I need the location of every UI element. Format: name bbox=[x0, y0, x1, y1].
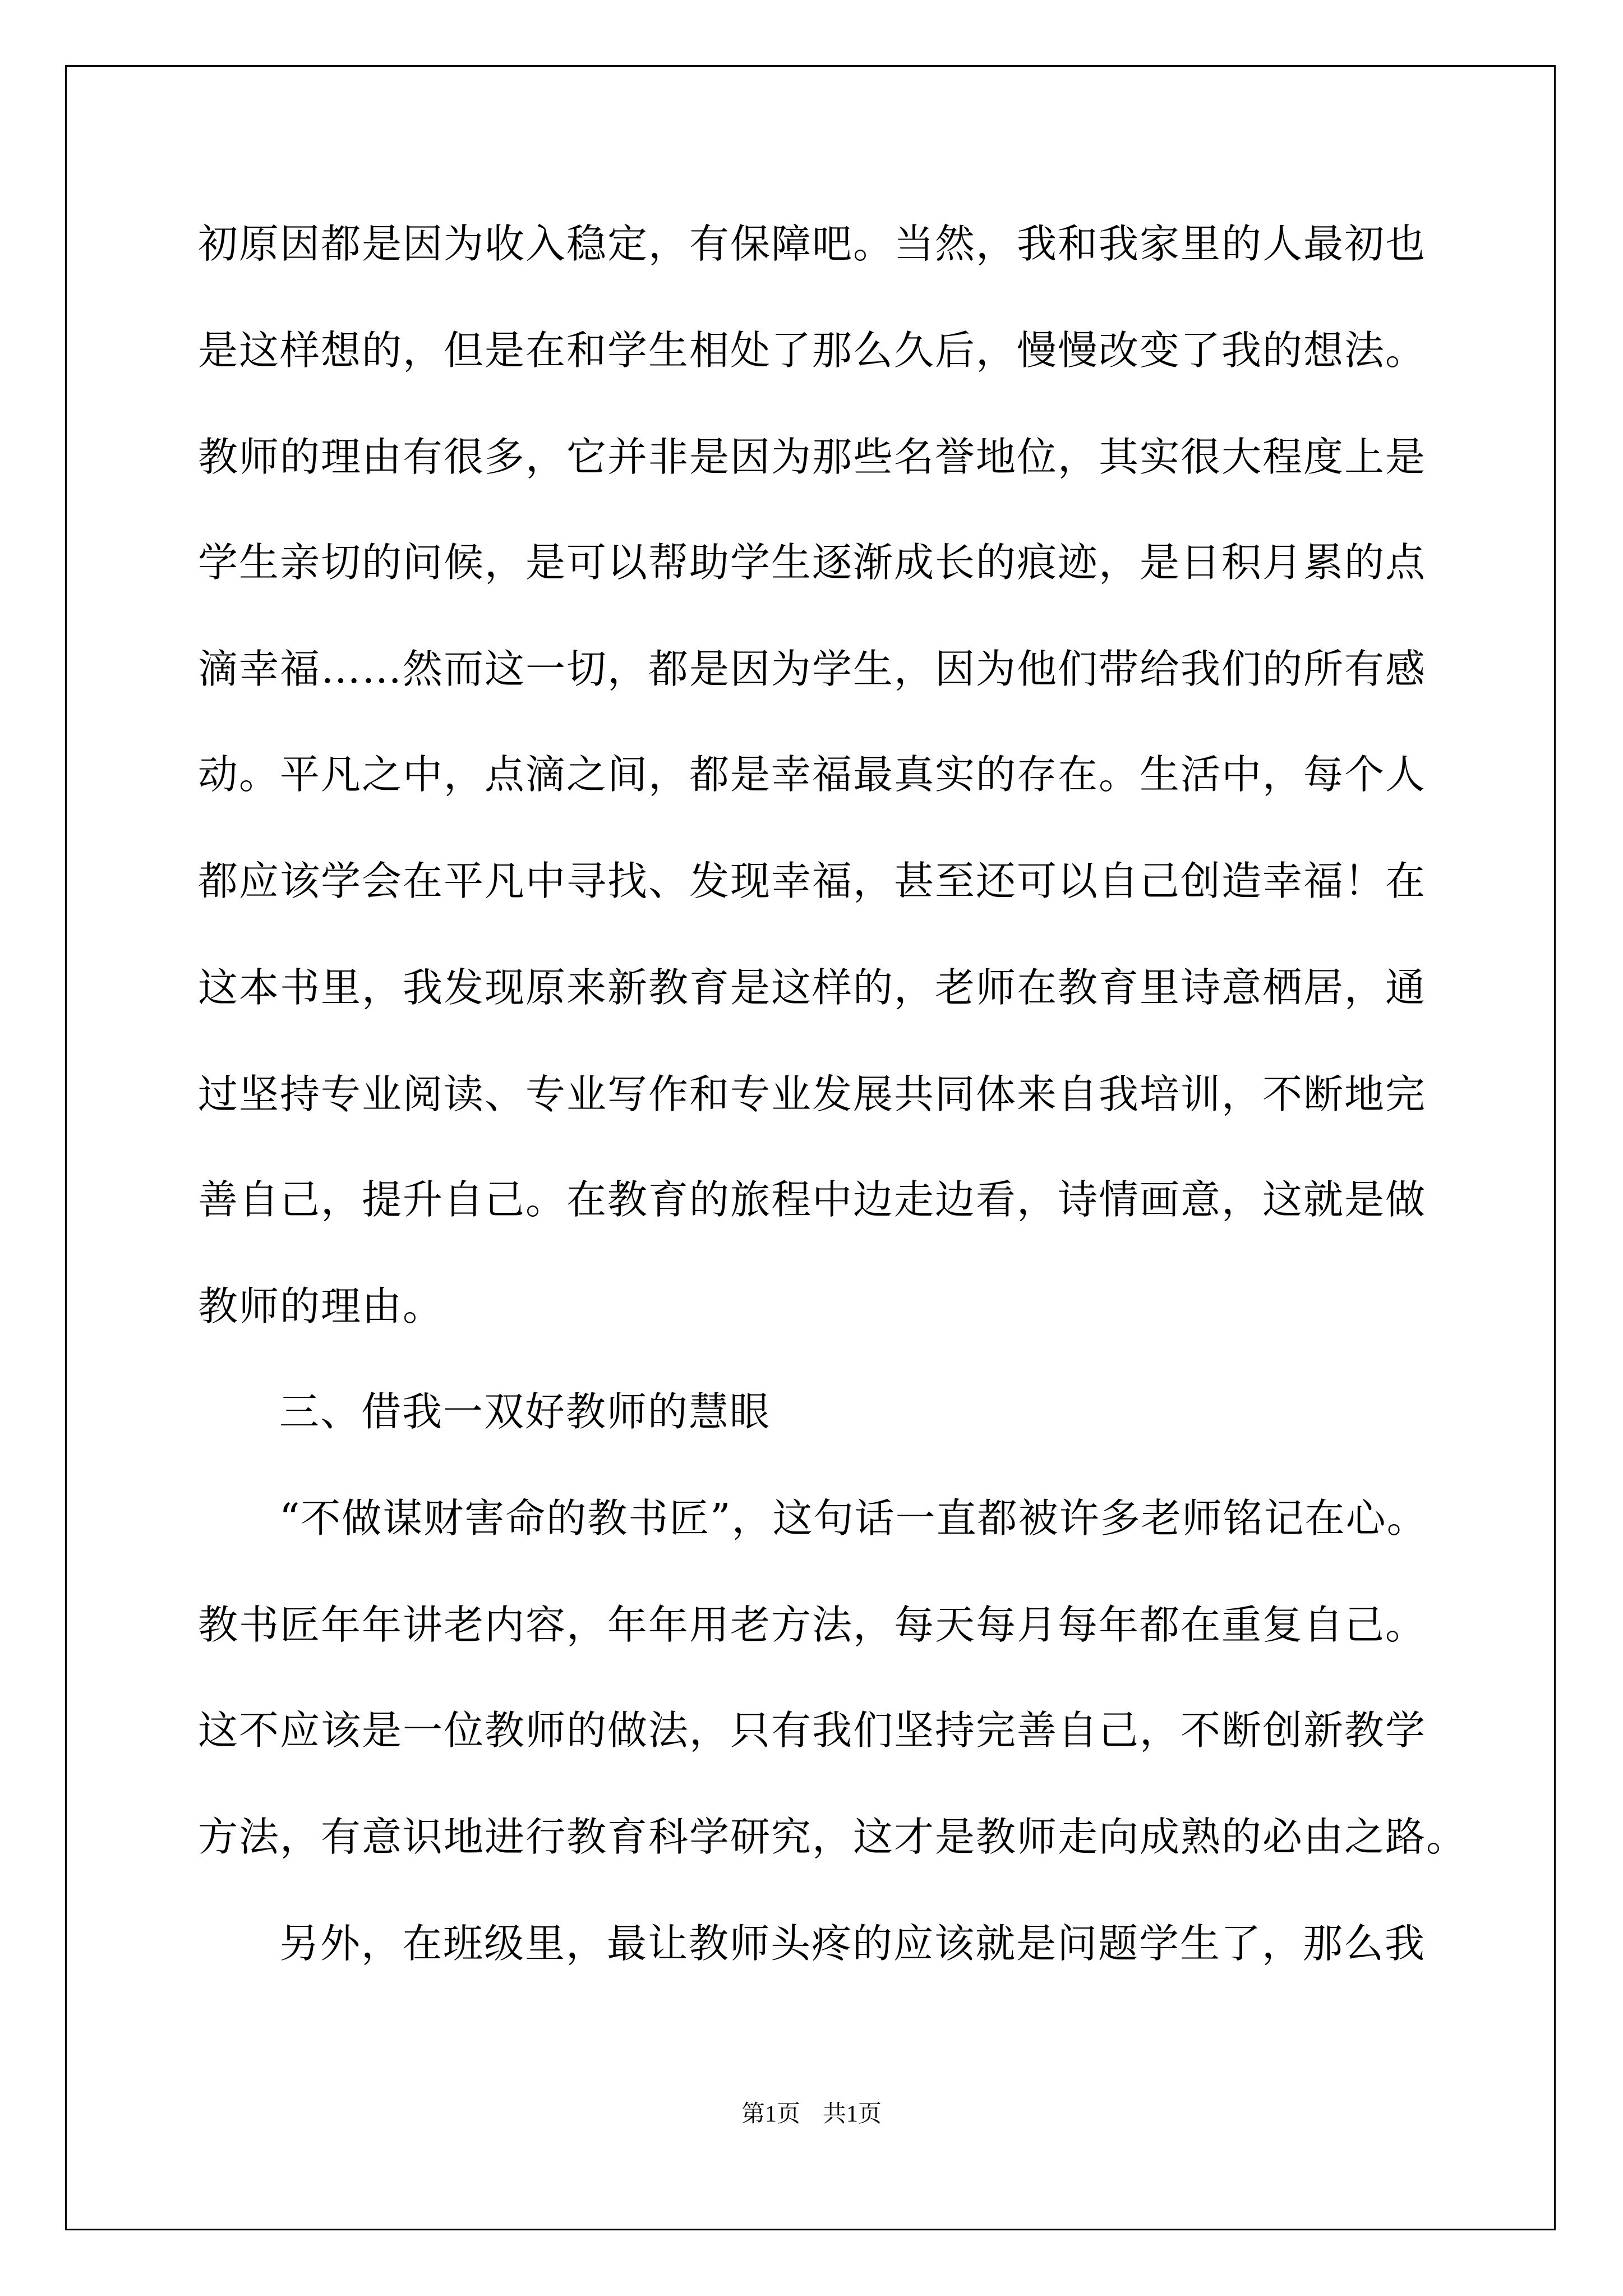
page-border bbox=[65, 65, 1556, 2230]
text-line: 都应该学会在平凡中寻找、发现幸福，甚至还可以自己创造幸福！在 bbox=[198, 858, 1427, 904]
section-heading: 三、借我一双好教师的慧眼 bbox=[279, 1388, 771, 1435]
text-line: 教师的理由有很多，它并非是因为那些名誉地位，其实很大程度上是 bbox=[198, 434, 1427, 480]
text-line: 滴幸福……然而这一切，都是因为学生，因为他们带给我们的所有感 bbox=[198, 646, 1427, 692]
text-line: 动。平凡之中，点滴之间，都是幸福最真实的存在。生活中，每个人 bbox=[198, 751, 1427, 798]
text-line: 教书匠年年讲老内容，年年用老方法，每天每月每年都在重复自己。 bbox=[198, 1602, 1427, 1648]
page-number: 第1页 bbox=[741, 2101, 800, 2127]
text-line: 初原因都是因为收入稳定，有保障吧。当然，我和我家里的人最初也 bbox=[198, 220, 1427, 267]
text-line: 这本书里，我发现原来新教育是这样的，老师在教育里诗意栖居，通 bbox=[198, 964, 1427, 1011]
text-line: 这不应该是一位教师的做法，只有我们坚持完善自己，不断创新教学 bbox=[198, 1707, 1427, 1754]
text-line: 善自己，提升自己。在教育的旅程中边走边看，诗情画意，这就是做 bbox=[198, 1176, 1427, 1223]
text-line: 方法，有意识地进行教育科学研究，这才是教师走向成熟的必由之路。 bbox=[198, 1814, 1468, 1860]
text-line: 是这样想的，但是在和学生相处了那么久后，慢慢改变了我的想法。 bbox=[198, 327, 1427, 374]
page-footer bbox=[0, 2095, 1623, 2129]
text-line: 教师的理由。 bbox=[198, 1283, 444, 1329]
text-line: 另外，在班级里，最让教师头疼的应该就是问题学生了，那么我 bbox=[279, 1920, 1426, 1967]
text-line: 过坚持专业阅读、专业写作和专业发展共同体来自我培训，不断地完 bbox=[198, 1071, 1427, 1117]
page-total: 共1页 bbox=[823, 2101, 882, 2127]
text-line: “不做谋财害命的教书匠”，这句话一直都被许多老师铭记在心。 bbox=[279, 1495, 1428, 1542]
text-line: 学生亲切的问候，是可以帮助学生逐渐成长的痕迹，是日积月累的点 bbox=[198, 539, 1427, 586]
